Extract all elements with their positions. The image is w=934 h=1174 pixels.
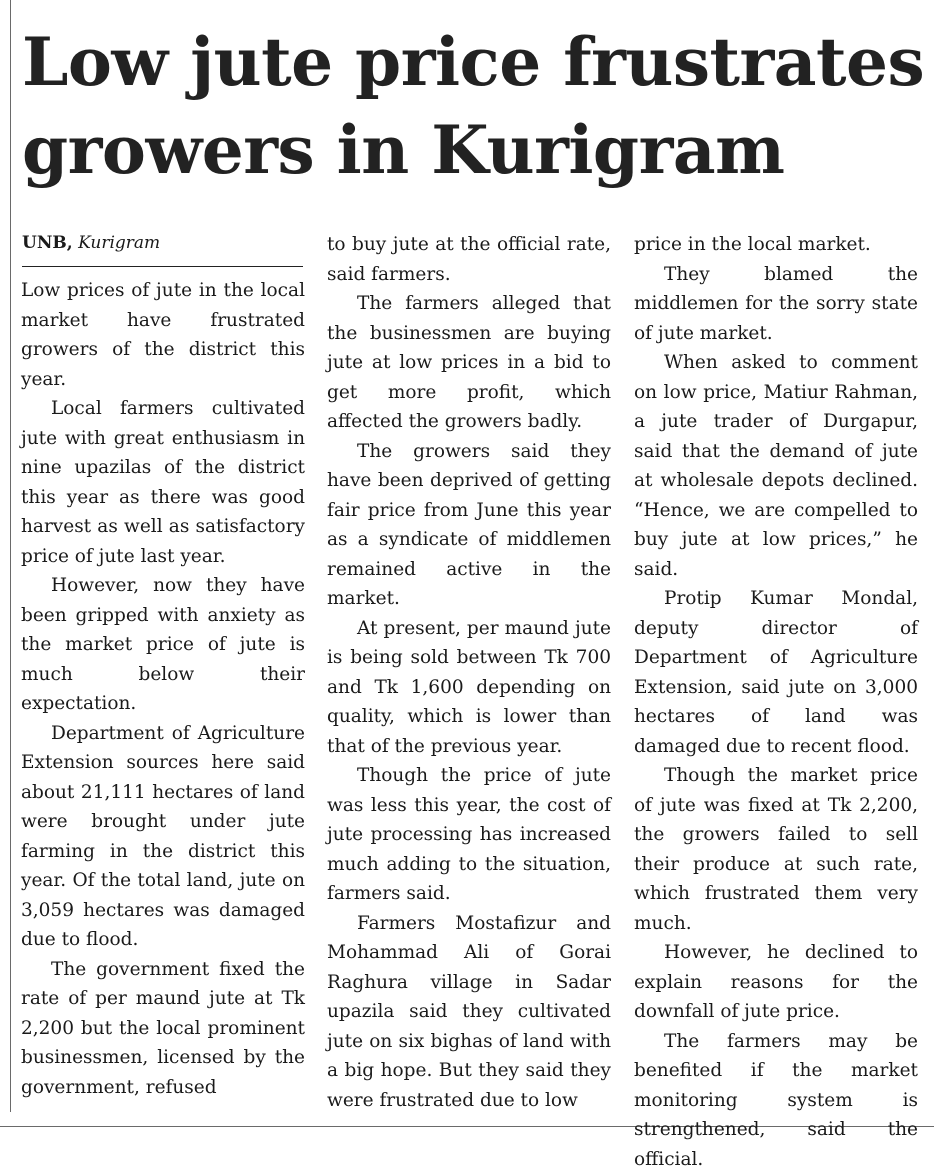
paragraph: Farmers Mostafizur and Mohammad Ali of Gorai Raghura village in Sadar upazila said they cultivated jute on six bighas of land with a big hope. But they said they were frustrated due to low <box>327 909 611 1116</box>
byline-place: Kurigram <box>78 233 160 253</box>
paragraph: Low prices of jute in the local market have frustrated growers of the district this year. <box>21 276 305 394</box>
paragraph: The growers said they have been deprived of getting fair price from June this year as a syndicate of middlemen remained active in the market. <box>327 437 611 614</box>
headline <box>22 18 927 194</box>
paragraph: However, he declined to explain reasons for the downfall of jute price. <box>634 938 918 1027</box>
paragraph: The government fixed the rate of per maund jute at Tk 2,200 but the local prominent businessmen, licensed by the government, refused <box>21 955 305 1103</box>
paragraph: Though the price of jute was less this year, the cost of jute processing has increased much adding to the situation, farmers said. <box>327 761 611 909</box>
left-border-line <box>10 0 11 1112</box>
byline-agency: UNB, <box>22 233 73 253</box>
headline-line-1: Low jute price frustrates <box>22 18 927 106</box>
paragraph: Department of Agriculture Extension sources here said about 21,111 hectares of land were brought under jute farming in the district this year. Of the total land, jute on 3,059 hectares was damaged due to flood. <box>21 719 305 955</box>
paragraph: They blamed the middlemen for the sorry state of jute market. <box>634 260 918 349</box>
article-column-1 <box>21 276 305 1102</box>
paragraph: Local farmers cultivated jute with great enthusiasm in nine upazilas of the district this year as there was good harvest as well as satisfactory price of jute last year. <box>21 394 305 571</box>
byline <box>22 232 302 254</box>
article-column-2 <box>327 230 611 1115</box>
paragraph: At present, per maund jute is being sold between Tk 700 and Tk 1,600 depending on quality, which is lower than that of the previous year. <box>327 614 611 762</box>
paragraph: price in the local market. <box>634 230 918 260</box>
paragraph: However, now they have been gripped with anxiety as the market price of jute is much below their expectation. <box>21 571 305 719</box>
paragraph: The farmers alleged that the businessmen are buying jute at low prices in a bid to get more profit, which affected the growers badly. <box>327 289 611 437</box>
paragraph: Protip Kumar Mondal, deputy director of Department of Agriculture Extension, said jute on 3,000 hectares of land was damaged due to recent flood. <box>634 584 918 761</box>
paragraph: When asked to comment on low price, Matiur Rahman, a jute trader of Durgapur, said that the demand of jute at wholesale depots declined. “Hence, we are compelled to buy jute at low prices,” he said. <box>634 348 918 584</box>
headline-line-2: growers in Kurigram <box>22 106 927 194</box>
byline-divider <box>22 266 303 267</box>
article-column-3 <box>634 230 918 1174</box>
paragraph: to buy jute at the official rate, said farmers. <box>327 230 611 289</box>
paragraph: Though the market price of jute was fixed at Tk 2,200, the growers failed to sell their produce at such rate, which frustrated them very much. <box>634 761 918 938</box>
paragraph: The farmers may be benefited if the market monitoring system is strengthened, said the official. <box>634 1027 918 1174</box>
